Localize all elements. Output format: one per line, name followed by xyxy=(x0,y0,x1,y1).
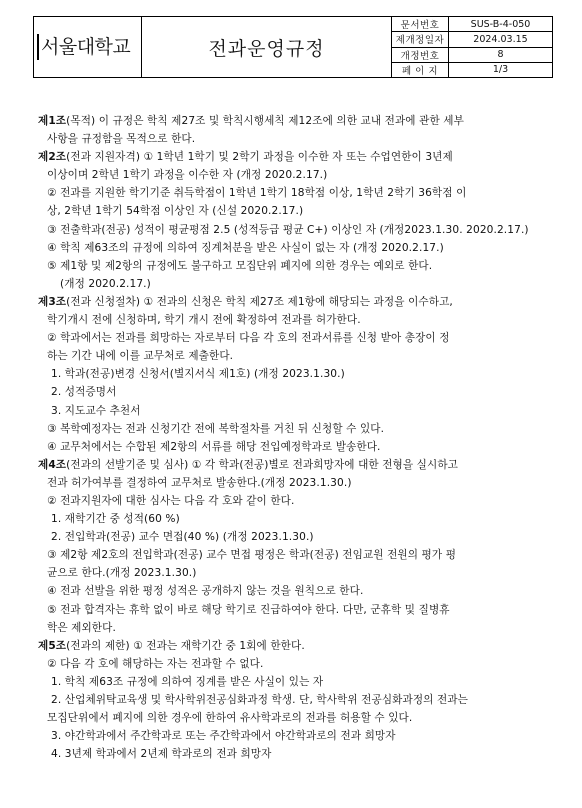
text-line: ④ 전과 선발을 위한 평정 성적은 공개하지 않는 것을 원칙으로 한다. xyxy=(47,585,364,598)
text-line: ③ 제2항 제2호의 전입학과(전공) 교수 면접 평정은 학과(전공) 전임교원 전원의 평가 평 xyxy=(47,549,457,562)
text-line: ② 전과를 지원한 학기기준 취득학점이 1학년 1학기 18학점 이상, 1학년 2학기 36학점 이 xyxy=(47,187,467,200)
text-line: ③ 복학예정자는 전과 신청기간 전에 복학절차를 거친 뒤 신청할 수 있다. xyxy=(47,422,385,435)
document-meta-table xyxy=(392,17,552,77)
article-number: 제3조 xyxy=(38,295,67,308)
list-item: 3. 지도교수 추천서 xyxy=(51,404,141,417)
text-line: 모집단위에서 폐지에 의한 경우에 한하여 유사학과로의 전과를 허용할 수 있다. xyxy=(47,712,413,725)
line-text: (전과의 선발기준 및 심사) ① 각 학과(전공)별로 전과희망자에 대한 전형을 실시하고 xyxy=(66,458,459,471)
article-number: 제1조 xyxy=(38,115,67,127)
line-text: (전과 지원자격) ① 1학년 1학기 및 2학기 과정을 이수한 자 또는 수업연한이 3년제 xyxy=(66,151,453,164)
text-line: ⑤ 전과 합격자는 휴학 없이 바로 해당 학기로 진급하여야 한다. 다만, 군휴학 및 질병휴 xyxy=(47,603,450,616)
list-item: 1. 재학기간 중 성적(60 %) xyxy=(51,513,180,526)
article-line xyxy=(38,637,552,655)
text-line: 전과 허가여부를 결정하여 교무처로 발송한다.(개정 2023.1.30.) xyxy=(47,476,352,489)
article-line xyxy=(38,148,552,166)
list-item: 1. 학과(전공)변경 신청서(별지서식 제1호) (개정 2023.1.30.) xyxy=(51,368,345,381)
meta-key: 제개정일자 xyxy=(392,32,449,46)
text-line: ② 학과에서는 전과를 희망하는 자로부터 다음 각 호의 전과서류를 신청 받아 총장이 정 xyxy=(47,332,450,345)
text-line: ④ 교무처에서는 수합된 제2항의 서류를 해당 전입예정학과로 발송한다. xyxy=(47,440,381,453)
line-text: (목적) 이 규정은 학칙 제27조 및 학칙시행세칙 제12조에 의한 교내 전과에 관한 세부 xyxy=(66,115,464,127)
text-line: 상, 2학년 1학기 54학점 이상인 자 (신설 2020.2.17.) xyxy=(47,205,304,218)
list-item: 2. 전입학과(전공) 교수 면접(40 %) (개정 2023.1.30.) xyxy=(51,531,314,544)
meta-row-revision-number xyxy=(392,48,552,63)
article-number: 제4조 xyxy=(38,458,67,471)
meta-key: 페 이 지 xyxy=(392,63,449,77)
list-item: 2. 성적증명서 xyxy=(51,386,117,399)
meta-value: SUS-B-4-050 xyxy=(470,18,531,30)
text-line: 균으로 한다.(개정 2023.1.30.) xyxy=(47,567,197,580)
text-line: 학기개시 전에 신청하며, 학기 개시 전에 확정하여 전과를 허가한다. xyxy=(47,314,361,327)
line-text: (전과의 제한) ① 전과는 재학기간 중 1회에 한한다. xyxy=(66,639,305,652)
university-logo xyxy=(34,17,142,77)
list-item: 4. 3년제 학과에서 2년제 학과로의 전과 희망자 xyxy=(51,748,272,761)
article-line xyxy=(38,112,552,130)
meta-value: 2024.03.15 xyxy=(473,33,528,45)
article-number: 제2조 xyxy=(38,151,67,164)
meta-row-page xyxy=(392,63,552,77)
meta-value: 8 xyxy=(497,49,504,61)
text-line: ⑤ 제1항 및 제2항의 규정에도 불구하고 모집단위 폐지에 의한 경우는 예외로 한다. xyxy=(47,259,433,272)
text-line: ② 다음 각 호에 해당하는 자는 전과할 수 없다. xyxy=(47,657,264,670)
regulation-body xyxy=(38,112,552,763)
document-title: 전과운영규정 xyxy=(142,17,392,77)
meta-row-revision-date xyxy=(392,32,552,47)
document-header xyxy=(33,16,553,78)
article-number: 제5조 xyxy=(38,639,67,652)
text-line: 이상이며 2학년 1학기 과정을 이수한 자 (개정 2020.2.17.) xyxy=(47,169,328,182)
list-item: 2. 산업체위탁교육생 및 학사학위전공심화과정 학생. 단, 학사학위 전공심화과정의 전과는 xyxy=(51,694,468,706)
text-line: 학은 제외한다. xyxy=(47,621,116,634)
article-line xyxy=(38,456,552,474)
text-line: ② 전과지원자에 대한 심사는 다음 각 호와 같이 한다. xyxy=(47,494,295,507)
list-item: 3. 야간학과에서 주간학과로 또는 주간학과에서 야간학과로의 전과 희망자 xyxy=(51,730,396,743)
meta-key: 개정번호 xyxy=(392,48,449,62)
meta-value: 1/3 xyxy=(492,64,509,76)
meta-row-doc-number xyxy=(392,17,552,32)
meta-key: 문서번호 xyxy=(392,17,449,31)
text-line: 하는 기간 내에 이를 교무처로 제출한다. xyxy=(47,350,234,363)
text-line: ④ 학칙 제63조의 규정에 의하여 징계처분을 받은 사실이 없는 자 (개정 2020.2.17.) xyxy=(47,241,444,254)
line-text: (전과 신청절차) ① 전과의 신청은 학칙 제27조 제1항에 해당되는 과정을 이수하고, xyxy=(66,295,453,308)
article-line xyxy=(38,293,552,311)
logo-text: 서울대학교 xyxy=(37,34,130,60)
text-line: ③ 전출학과(전공) 성적이 평균평점 2.5 (성적등급 평균 C+) 이상인 자 (개정2023.1.30. 2020.2.17.) xyxy=(47,223,529,236)
text-line: 사항을 규정함을 목적으로 한다. xyxy=(47,133,196,146)
list-item: 1. 학칙 제63조 규정에 의하여 징계를 받은 사실이 있는 자 xyxy=(51,675,324,688)
text-line: (개정 2020.2.17.) xyxy=(60,277,151,290)
